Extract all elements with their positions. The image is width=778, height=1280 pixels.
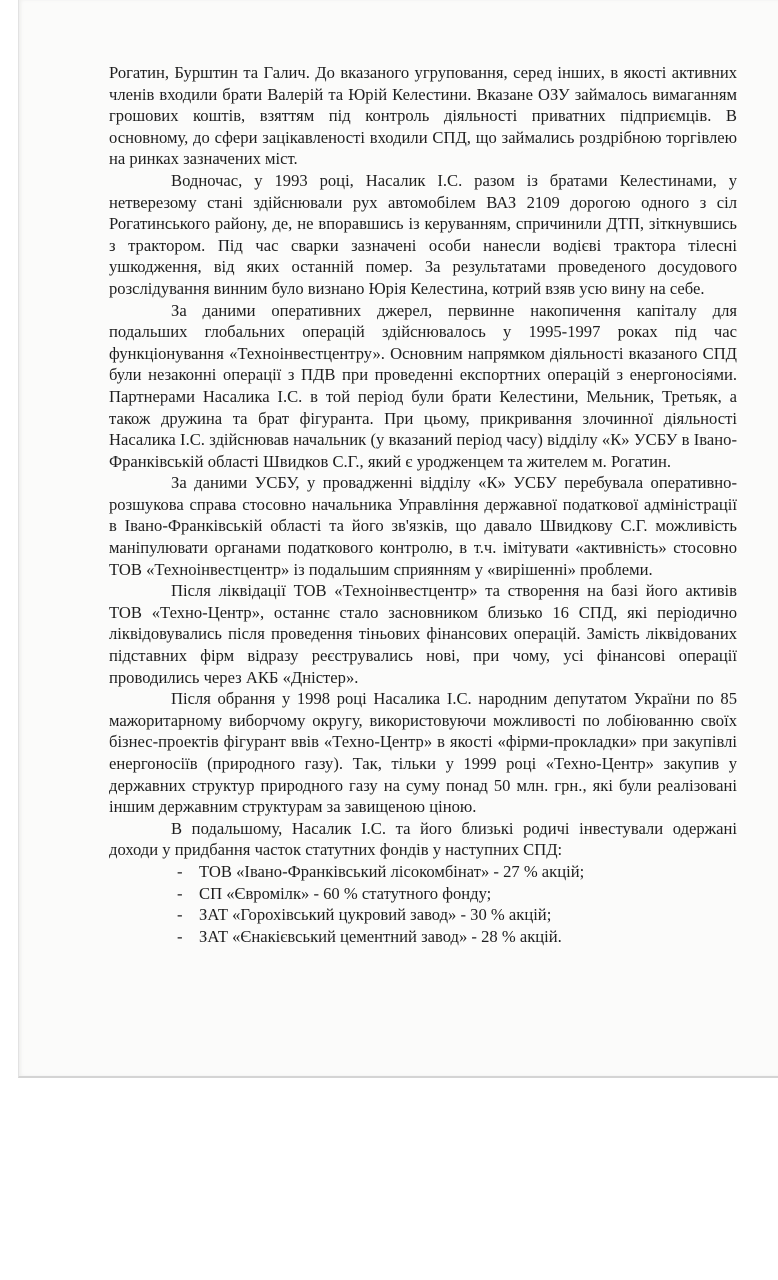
list-item-text: ЗАТ «Горохівський цукровий завод» - 30 % акцій; bbox=[199, 905, 552, 925]
paragraph-6: Після обрання у 1998 році Насалика І.С. народним депутатом України по 85 мажоритарному виборчому округу, використовуючи можливості по лобіюванню своїх бізнес-проектів фігурант ввів «Техно-Центр» в якості «фірми-прокладки» при закупівлі енергоносіїв (природного газу). Так, тільки у 1999 році «Техно-Центр» закупив у державних структур природного газу на суму понад 50 млн. грн., які були реалізовані іншим державним структурам за завищеною ціною. bbox=[109, 689, 737, 817]
list-dash: - bbox=[177, 883, 183, 903]
list-dash: - bbox=[177, 905, 183, 925]
list-item bbox=[177, 926, 737, 948]
paragraph-5: Після ліквідації ТОВ «Техноінвестцентр» та створення на базі його активів ТОВ «Техно-Центр», останнє стало засновником близько 16 СПД, які періодично ліквідовувались після проведення тіньових фінансових операцій. Замість ліквідованих підставних фірм відразу реєструвались нові, при чому, усі фінансові операції проводились через АКБ «Дністер». bbox=[109, 581, 737, 687]
list-item-text: СП «Євромілк» - 60 % статутного фонду; bbox=[199, 883, 492, 903]
list-item bbox=[177, 883, 737, 905]
document-sheet bbox=[18, 0, 778, 1078]
paragraph-4: За даними УСБУ, у провадженні відділу «К» УСБУ перебувала оперативно-розшукова справа стосовно начальника Управління державної податкової адміністрації в Івано-Франківській області та його зв'язків, що давало Швидкову С.Г. можливість маніпулювати органами податкового контролю, в т.ч. імітувати «активність» стосовно ТОВ «Техноінвестцентр» із подальшим сприянням у «вирішенні» проблеми. bbox=[109, 473, 737, 579]
list-item-text: ТОВ «Івано-Франківський лісокомбінат» - 27 % акцій; bbox=[199, 861, 585, 881]
paragraph-3: За даними оперативних джерел, первинне накопичення капіталу для подальших глобальних операцій здійснювалось у 1995-1997 роках під час функціонування «Техноінвестцентру». Основним напрямком діяльності вказаного СПД були незаконні операції з ПДВ при проведенні експортних операцій з енергоносіями. Партнерами Насалика І.С. в той період були брати Келестини, Мельник, Третьяк, а також дружина та брат фігуранта. При цьому, прикривання злочинної діяльності Насалика І.С. здійснював начальник (у вказаний період часу) відділу «К» УСБУ в Івано-Франківській області Швидков С.Г., який є уродженцем та жителем м. Рогатин. bbox=[109, 300, 737, 471]
shareholdings-list bbox=[109, 861, 737, 947]
paragraph-2: Водночас, у 1993 році, Насалик І.С. разом із братами Келестинами, у нетверезому стані здійснювали рух автомобілем ВАЗ 2109 дорогою одного з сіл Рогатинського району, де, не впоравшись із керуванням, спричинили ДТП, зіткнувшись з трактором. Під час сварки зазначені особи нанесли водієві трактора тілесні ушкодження, від яких останній помер. За результатами проведеного досудового розслідування винним було визнано Юрія Келестина, котрий взяв усю вину на себе. bbox=[109, 170, 737, 298]
list-dash: - bbox=[177, 861, 183, 881]
paragraph-1: Рогатин, Бурштин та Галич. До вказаного угруповання, серед інших, в якості активних членів входили брати Валерій та Юрій Келестини. Вказане ОЗУ займалось вимаганням грошових коштів, взяттям під контроль діяльності приватних підприємців. В основному, до сфери зацікавленості входили СПД, що займались роздрібною торгівлею на ринках зазначених міст. bbox=[109, 63, 737, 169]
paragraph-7: В подальшому, Насалик І.С. та його близькі родичі інвестували одержані доходи у придбання часток статутних фондів у наступних СПД: bbox=[109, 818, 737, 860]
list-dash: - bbox=[177, 926, 183, 946]
list-item bbox=[177, 861, 737, 883]
document-body bbox=[109, 62, 737, 947]
list-item-text: ЗАТ «Єнакієвський цементний завод» - 28 % акцій. bbox=[199, 926, 562, 946]
list-item bbox=[177, 904, 737, 926]
